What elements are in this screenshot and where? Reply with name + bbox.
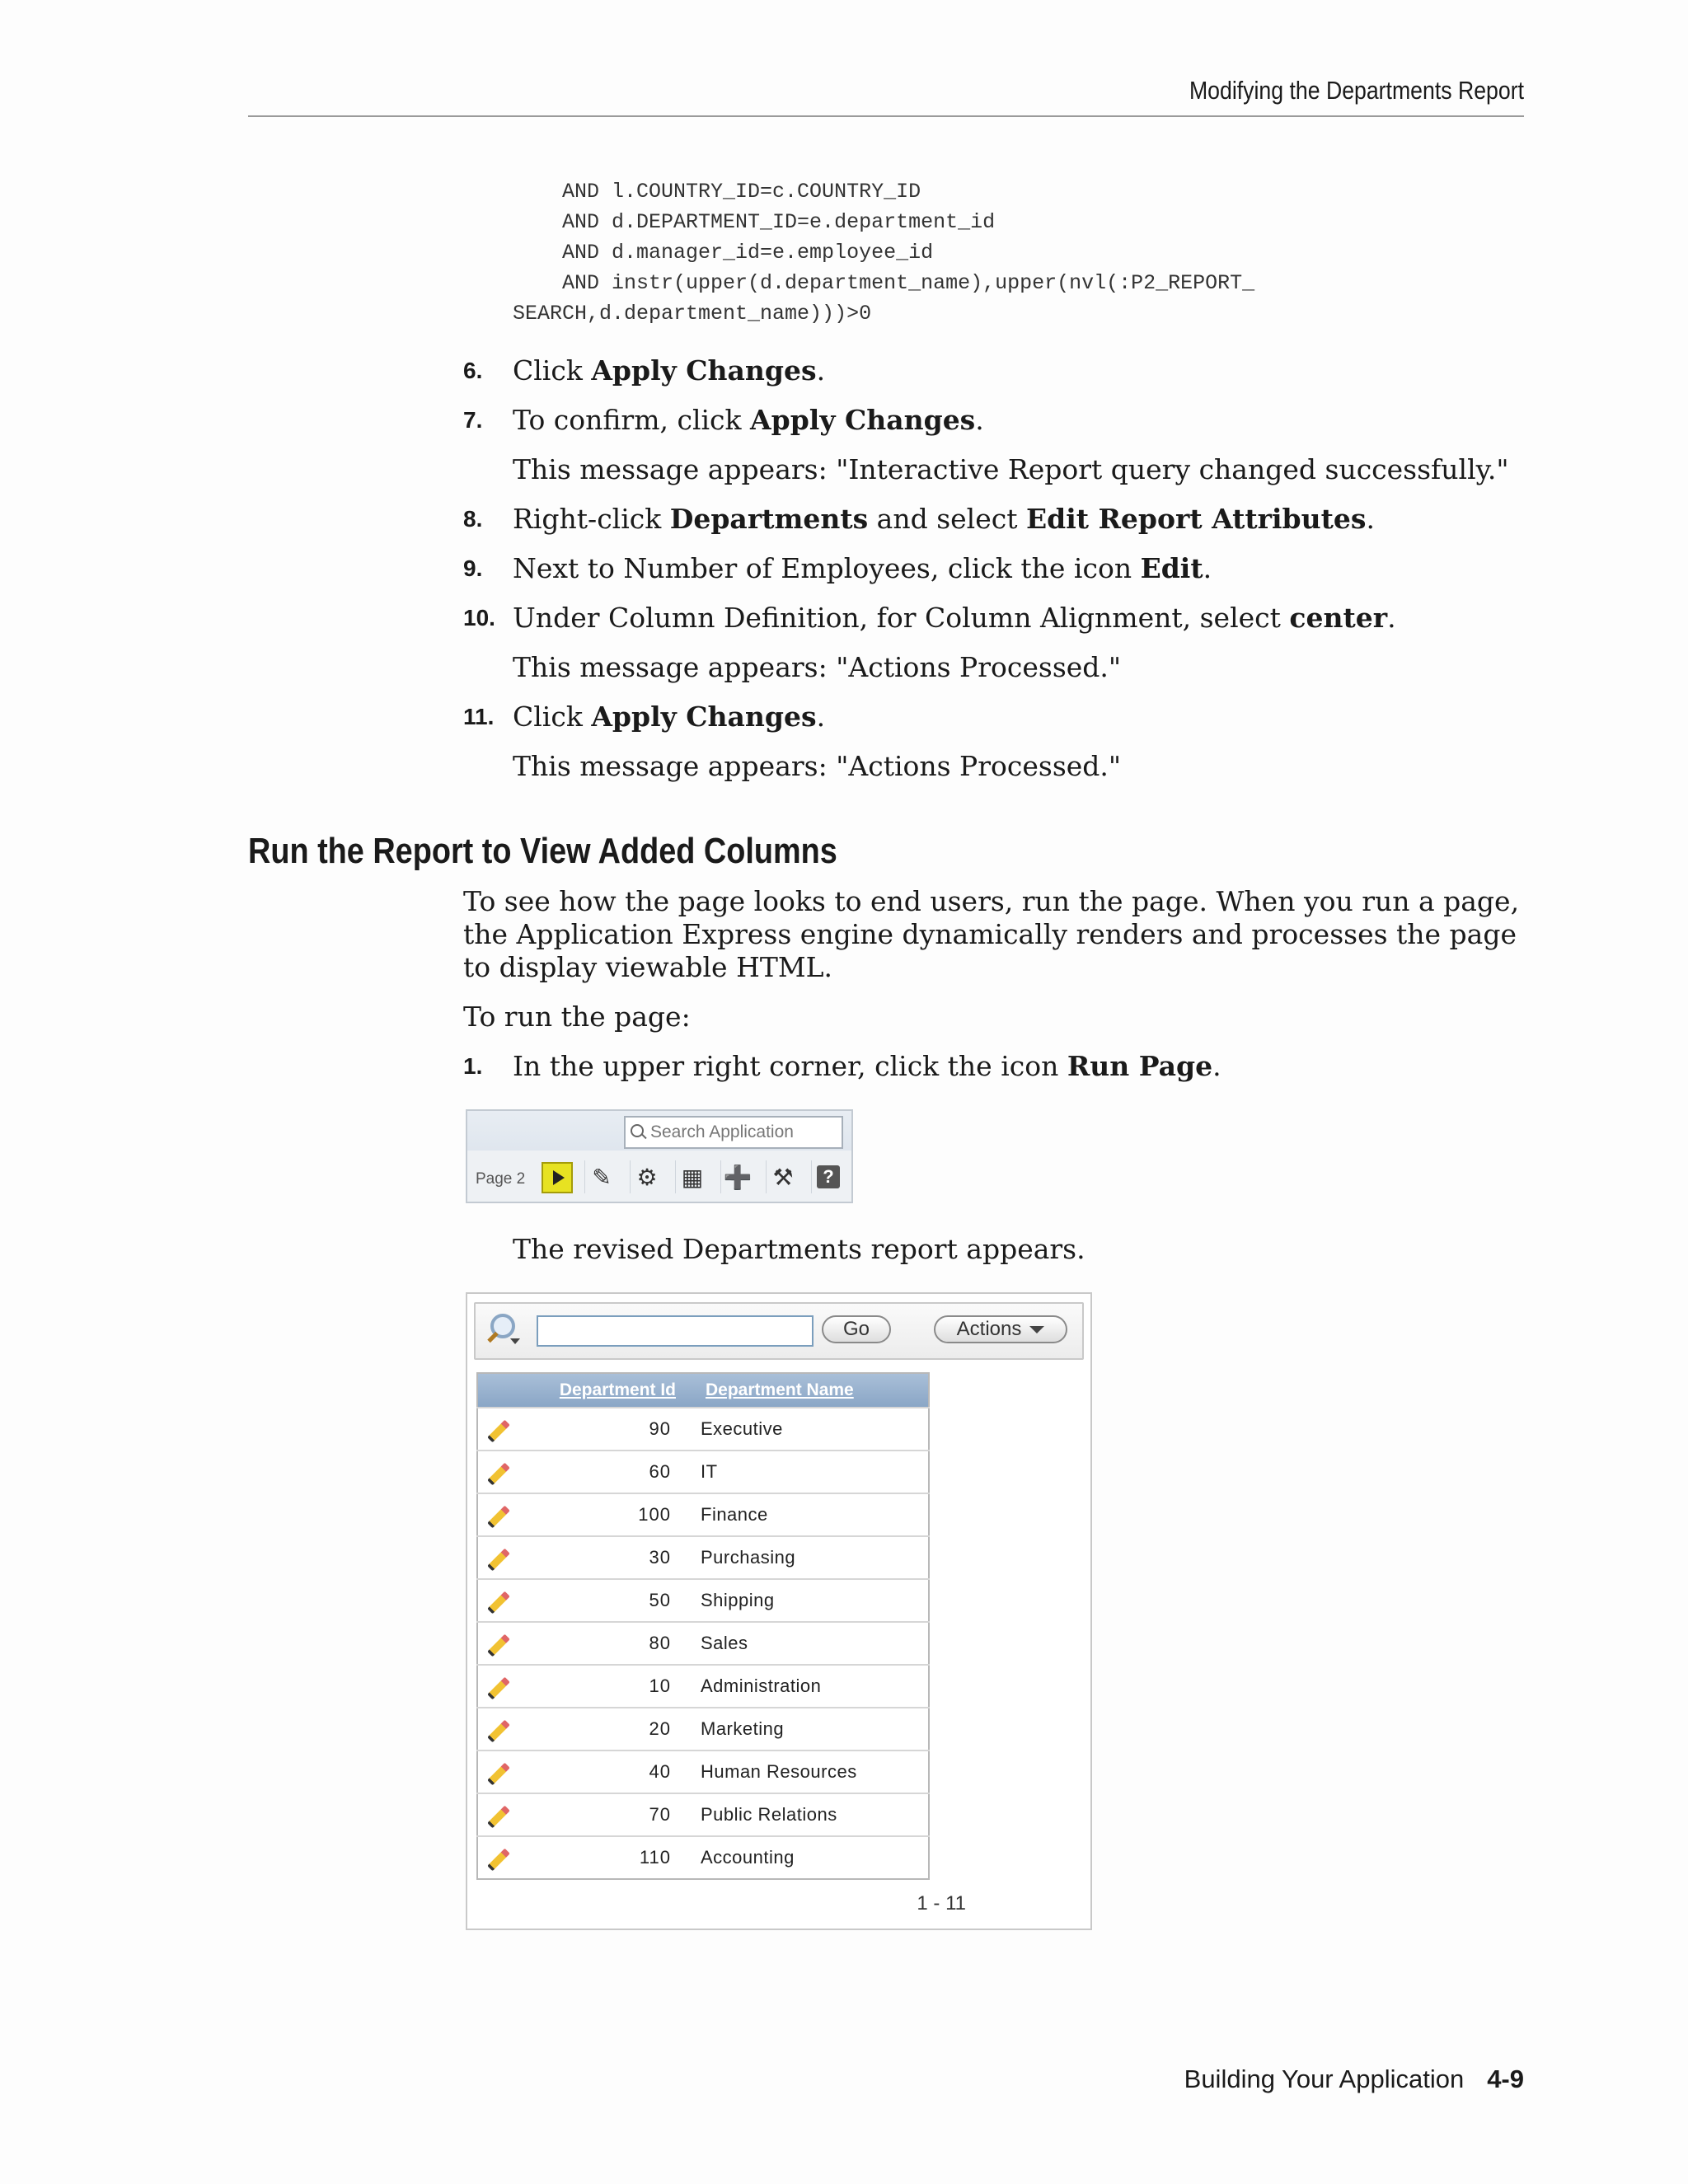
department-name-cell: IT [691,1451,929,1493]
departments-report [466,1292,1092,1930]
pagination-text: 1 - 11 [917,1892,966,1915]
step-number: 1. [463,1053,483,1079]
department-id-cell: 70 [519,1793,691,1836]
footer-chapter: Building Your Application [1184,2064,1465,2093]
help-icon: ? [817,1165,840,1188]
gear-icon[interactable]: ⚙ [630,1160,663,1193]
ui-term: Apply Changes [750,404,976,436]
department-id-cell: 50 [519,1579,691,1622]
report-search-bar [474,1302,1084,1360]
go-button[interactable]: Go [822,1315,891,1343]
department-name-cell: Finance [691,1493,929,1536]
edit-row-cell[interactable] [477,1750,519,1793]
ui-term: Edit Report Attributes [1026,503,1367,535]
edit-column-header [477,1373,519,1408]
step-number: 11. [463,704,495,729]
app-builder-toolbar [466,1109,853,1203]
running-header: Modifying the Departments Report [1189,76,1524,105]
run-lead: To run the page: [463,1001,691,1033]
search-placeholder: Search Application [650,1122,794,1141]
pencil-edit-icon[interactable] [487,1763,510,1786]
page-label: Page 2 [476,1170,526,1188]
department-id-cell: 90 [519,1408,691,1451]
message-note: This message appears: "Actions Processed." [513,750,1122,782]
pencil-edit-icon[interactable] [487,1634,510,1657]
table-row [477,1408,929,1451]
edit-row-cell[interactable] [477,1451,519,1493]
department-name-cell: Accounting [691,1836,929,1879]
comment-icon[interactable]: ➕ [720,1160,754,1193]
search-icon [631,1124,644,1137]
table-row [477,1579,929,1622]
step-number: 9. [463,555,483,581]
department-id-cell: 110 [519,1836,691,1879]
developer-tools-icon[interactable]: ⚒ [766,1160,799,1193]
search-application-field[interactable] [624,1116,843,1149]
table-row [477,1750,929,1793]
edit-row-cell[interactable] [477,1493,519,1536]
department-name-cell: Administration [691,1665,929,1708]
pencil-edit-icon[interactable] [487,1806,510,1829]
pencil-edit-icon[interactable] [487,1506,510,1529]
department-name-cell: Sales [691,1622,929,1665]
page-number: 4-9 [1487,2064,1524,2093]
pencil-edit-icon[interactable] [487,1677,510,1700]
pencil-edit-icon[interactable] [487,1849,510,1872]
ui-term: Edit [1140,552,1203,584]
ui-term: Run Page [1067,1050,1213,1082]
department-id-cell: 30 [519,1536,691,1579]
ui-term: center [1289,602,1388,634]
ui-term: Apply Changes [591,354,817,387]
ui-term: Departments [669,503,869,535]
department-name-cell: Marketing [691,1708,929,1750]
run-page-icon[interactable] [542,1162,573,1193]
department-name-cell: Public Relations [691,1793,929,1836]
department-id-cell: 60 [519,1451,691,1493]
table-row [477,1451,929,1493]
ui-term: Apply Changes [591,701,817,733]
pencil-edit-icon[interactable] [487,1720,510,1743]
result-note: The revised Departments report appears. [513,1233,1085,1265]
step-number: 6. [463,358,483,383]
edit-page-icon[interactable]: ✎ [584,1160,618,1193]
table-row [477,1536,929,1579]
message-note: This message appears: "Actions Processed." [513,651,1122,683]
department-id-cell: 40 [519,1750,691,1793]
message-note: This message appears: "Interactive Report query changed successfully." [513,453,1509,485]
edit-row-cell[interactable] [477,1665,519,1708]
table-row [477,1708,929,1750]
column-header-department-id[interactable]: Department Id [519,1373,691,1408]
department-name-cell: Executive [691,1408,929,1451]
department-name-cell: Shipping [691,1579,929,1622]
table-header-row [477,1373,929,1408]
column-header-department-name[interactable]: Department Name [691,1373,929,1408]
edit-row-cell[interactable] [477,1408,519,1451]
help-icon-cell[interactable] [811,1160,845,1193]
report-table [476,1372,930,1880]
table-row [477,1493,929,1536]
search-column-icon[interactable] [485,1314,518,1347]
step-number: 10. [463,605,495,630]
chevron-down-icon [1029,1326,1044,1333]
pencil-edit-icon[interactable] [487,1463,510,1486]
edit-row-cell[interactable] [477,1793,519,1836]
section-heading: Run the Report to View Added Columns [248,831,837,871]
department-name-cell: Purchasing [691,1536,929,1579]
table-row [477,1793,929,1836]
pencil-edit-icon[interactable] [487,1591,510,1615]
table-row [477,1836,929,1879]
step-number: 7. [463,407,483,433]
actions-label: Actions [956,1318,1022,1340]
pencil-edit-icon[interactable] [487,1549,510,1572]
department-name-cell: Human Resources [691,1750,929,1793]
table-row [477,1622,929,1665]
sql-code-block: AND l.COUNTRY_ID=c.COUNTRY_ID AND d.DEPARTMENT_ID=e.department_id AND d.manager_id=e.employee_id AND instr(upper(d.department_name),upper(nvl(:P2_REPORT_ SEARCH,d.department_name)))>0 [513,180,1255,326]
edit-row-cell[interactable] [477,1622,519,1665]
department-id-cell: 10 [519,1665,691,1708]
edit-row-cell[interactable] [477,1708,519,1750]
edit-row-cell[interactable] [477,1536,519,1579]
step-number: 8. [463,506,483,532]
shared-components-icon[interactable]: ▦ [675,1160,709,1193]
department-id-cell: 100 [519,1493,691,1536]
table-row [477,1665,929,1708]
header-rule [248,115,1524,117]
department-id-cell: 20 [519,1708,691,1750]
edit-row-cell[interactable] [477,1579,519,1622]
report-search-input[interactable] [537,1315,814,1347]
section-intro: To see how the page looks to end users, run the page. When you run a page, the Application Express engine dynamically renders and processes the page to display viewable HTML. [463,885,1520,983]
actions-menu-button[interactable] [934,1315,1067,1343]
report-rows [477,1408,929,1879]
pencil-edit-icon[interactable] [487,1420,510,1443]
edit-row-cell[interactable] [477,1836,519,1879]
department-id-cell: 80 [519,1622,691,1665]
page-footer [1184,2064,1524,2094]
